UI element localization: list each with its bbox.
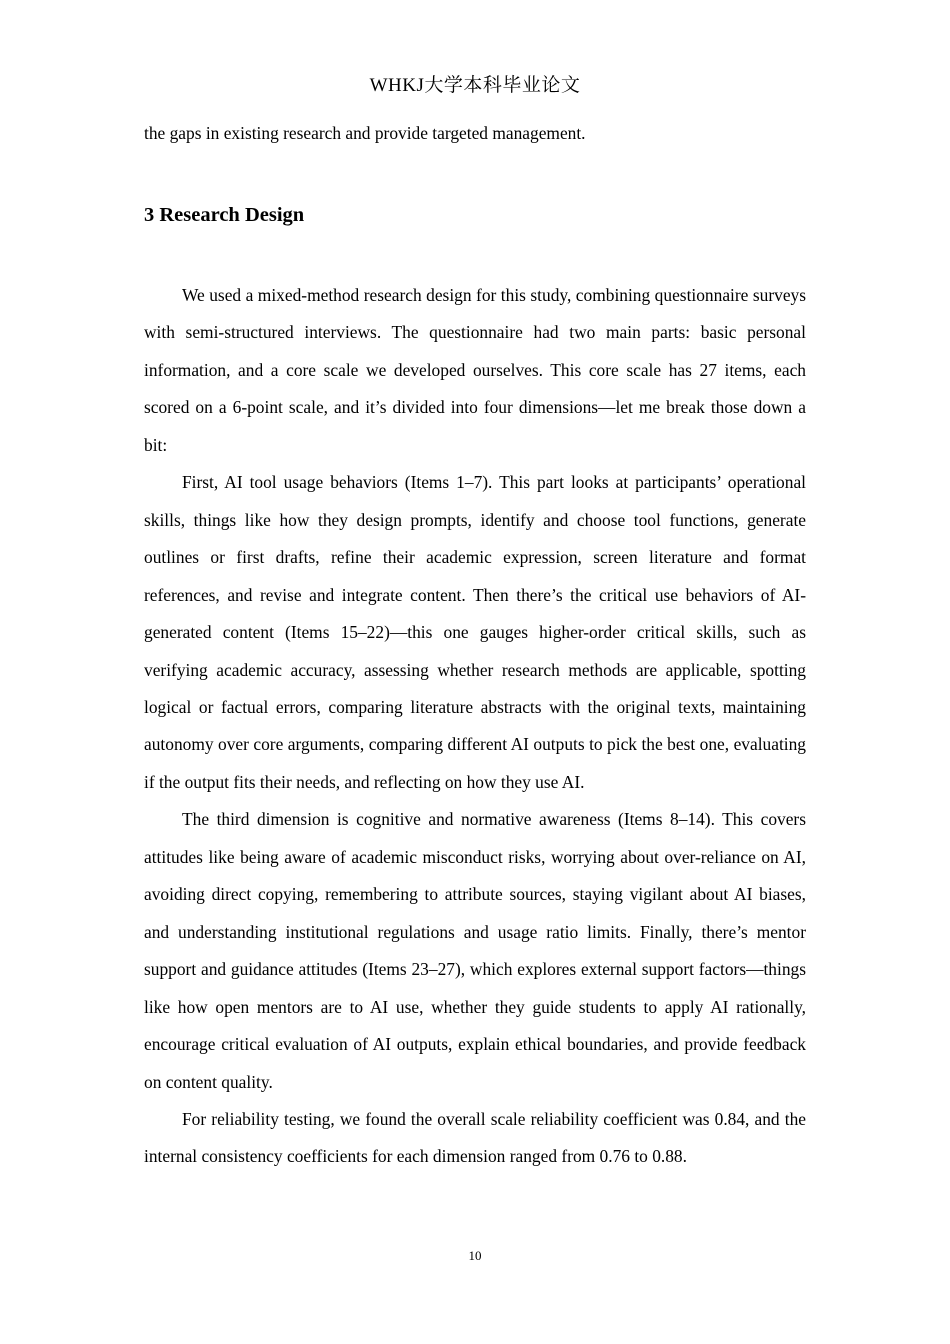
- section-heading: 3 Research Design: [144, 204, 305, 226]
- carry-over-text: the gaps in existing research and provide targeted management.: [144, 123, 586, 143]
- page-content: [144, 115, 806, 1167]
- section-body: [144, 277, 806, 1176]
- page-number: 10: [468, 1248, 482, 1263]
- paragraph-method-overview: We used a mixed-method research design for this study, combining questionnaire surveys with semi-structured interviews. The questionnaire had two main parts: basic personal information, and a core scale we developed ourselves. This core scale has 27 items, each scored on a 6-point scale, and it’s divided into four dimensions—let me break those down a bit:: [144, 285, 806, 455]
- paragraph-reliability-testing: For reliability testing, we found the overall scale reliability coefficient was 0.84, and the internal consistency coefficients for each dimension ranged from 0.76 to 0.88.: [144, 1108, 806, 1167]
- paragraph-usage-and-critical-behaviors: First, AI tool usage behaviors (Items 1–7). This part looks at participants’ operational skills, things like how they design prompts, identify and choose tool functions, generate outlines or first drafts, refine their academic expression, screen literature and format references, and revise and integrate content. Then there’s the critical use behaviors of AI-generated content (Items 15–22)—this one gauges higher-order critical skills, such as verifying academic accuracy, assessing whether research methods are applicable, spotting logical or factual errors, comparing literature abstracts with the original texts, maintaining autonomy over core arguments, comparing different AI outputs to pick the best one, evaluating if the output fits their needs, and reflecting on how they use AI.: [144, 472, 806, 792]
- paragraph-awareness-and-mentor-support: The third dimension is cognitive and normative awareness (Items 8–14). This covers attitudes like being aware of academic misconduct risks, worrying about over-reliance on AI, avoiding direct copying, remembering to attribute sources, staying vigilant about AI biases, and understanding institutional regulations and usage ratio limits. Finally, there’s mentor support and guidance attitudes (Items 23–27), which explores external support factors—things like how open mentors are to AI use, whether they guide students to apply AI rationally, encourage critical evaluation of AI outputs, explain ethical boundaries, and provide feedback on content quality.: [144, 809, 806, 1092]
- running-header: WHKJ大学本科毕业论文: [369, 75, 581, 96]
